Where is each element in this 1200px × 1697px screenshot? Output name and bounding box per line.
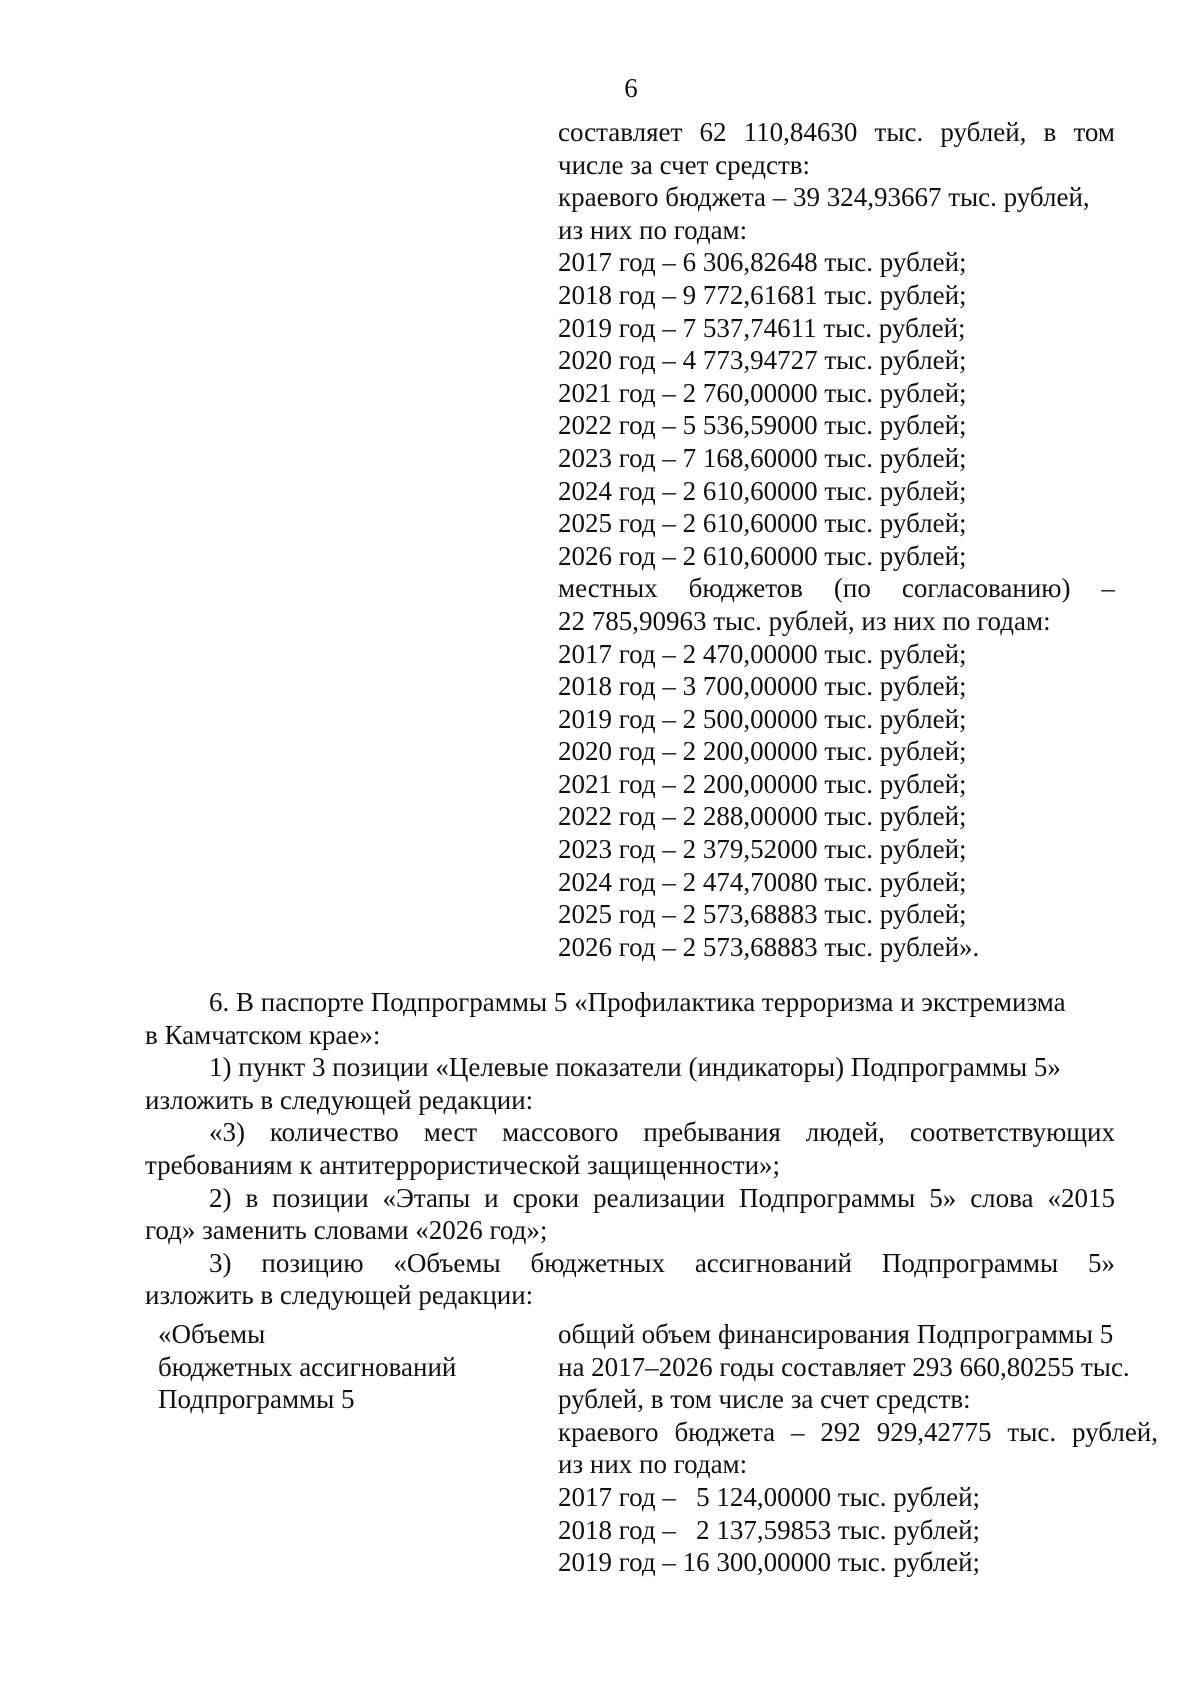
paragraph-line: изложить в следующей редакции: (145, 1280, 534, 1311)
year-amount-line: 2024 год – 2 474,70080 тыс. рублей; (558, 866, 967, 897)
year-amount-line: 2021 год – 2 200,00000 тыс. рублей; (558, 768, 967, 799)
paragraph-line: изложить в следующей редакции: (145, 1084, 534, 1115)
year-amount-line: 2019 год – 16 300,00000 тыс. рублей; (558, 1547, 981, 1578)
table-right-line: на 2017–2026 годы составляет 293 660,80255 тыс. (558, 1351, 1130, 1382)
table-right-line: из них по годам: (558, 1449, 748, 1480)
year-amount-line: 2025 год – 2 573,68883 тыс. рублей; (558, 899, 967, 930)
year-amount-line: 2025 год – 2 610,60000 тыс. рублей; (558, 508, 967, 539)
table-right-line: общий объем финансирования Подпрограммы 5 (558, 1319, 1114, 1349)
paragraph-line: 2) в позиции «Этапы и сроки реализации Подпрограммы 5» слова «2015 (209, 1182, 1115, 1213)
year-amount-line: 2019 год – 7 537,74611 тыс. рублей; (558, 312, 966, 343)
paragraph-line: в Камчатском крае»: (145, 1019, 381, 1050)
year-amount-line: 2020 год – 2 200,00000 тыс. рублей; (558, 736, 967, 767)
paragraph-line: 3) позицию «Объемы бюджетных ассигнований Подпрограммы 5» (209, 1247, 1115, 1278)
paragraph-line: требованиям к антитеррористической защищенности»; (145, 1149, 781, 1180)
year-amount-line: 2017 год – 5 124,00000 тыс. рублей; (558, 1481, 981, 1512)
year-amount-line: 2017 год – 6 306,82648 тыс. рублей; (558, 247, 967, 278)
text-line: местных бюджетов (по согласованию) – (558, 573, 1115, 604)
year-amount-line: 2026 год – 2 573,68883 тыс. рублей». (558, 931, 980, 962)
text-line: составляет 62 110,84630 тыс. рублей, в том (558, 117, 1115, 147)
amendment-paragraphs (145, 986, 1115, 1312)
page-number: 6 (624, 73, 638, 103)
year-amount-line: 2017 год – 2 470,00000 тыс. рублей; (558, 638, 967, 669)
table-left-line: Подпрограммы 5 (158, 1384, 355, 1415)
year-amount-line: 2018 год – 3 700,00000 тыс. рублей; (558, 671, 967, 702)
year-amount-line: 2022 год – 5 536,59000 тыс. рублей; (558, 410, 967, 441)
paragraph-line: «3) количество мест массового пребывания людей, соответствующих (209, 1117, 1115, 1148)
table-position-name (158, 1318, 528, 1416)
year-amount-line: 2018 год – 9 772,61681 тыс. рублей; (558, 279, 967, 310)
year-amount-line: 2023 год – 7 168,60000 тыс. рублей; (558, 442, 967, 473)
year-amount-line: 2023 год – 2 379,52000 тыс. рублей; (558, 834, 967, 865)
table-right-line: рублей, в том числе за счет средств: (558, 1384, 971, 1415)
paragraph-line: 1) пункт 3 позиции «Целевые показатели (индикаторы) Подпрограммы 5» (209, 1052, 1061, 1083)
text-line: краевого бюджета – 39 324,93667 тыс. рублей, (558, 182, 1090, 213)
year-amount-line: 2019 год – 2 500,00000 тыс. рублей; (558, 703, 967, 734)
year-amount-line: 2026 год – 2 610,60000 тыс. рублей; (558, 540, 967, 571)
paragraph-line: 6. В паспорте Подпрограммы 5 «Профилактика терроризма и экстремизма (209, 987, 1066, 1017)
year-amount-line: 2022 год – 2 288,00000 тыс. рублей; (558, 801, 967, 832)
text-line: из них по годам: (558, 214, 748, 245)
table-left-line: бюджетных ассигнований (158, 1351, 457, 1382)
text-line: числе за счет средств: (558, 149, 811, 180)
year-amount-line: 2024 год – 2 610,60000 тыс. рублей; (558, 475, 967, 506)
year-amount-line: 2020 год – 4 773,94727 тыс. рублей; (558, 345, 967, 376)
table-position-content (558, 1318, 1158, 1579)
year-amount-line: 2018 год – 2 137,59853 тыс. рублей; (558, 1514, 981, 1545)
year-amount-line: 2021 год – 2 760,00000 тыс. рублей; (558, 377, 967, 408)
paragraph-line: год» заменить словами «2026 год»; (145, 1215, 548, 1246)
table-right-line: краевого бюджета – 292 929,42775 тыс. рублей, (558, 1416, 1158, 1447)
financing-continuation-block (558, 116, 1115, 963)
text-line: 22 785,90963 тыс. рублей, из них по годам: (558, 605, 1051, 636)
table-left-line: «Объемы (158, 1319, 266, 1349)
